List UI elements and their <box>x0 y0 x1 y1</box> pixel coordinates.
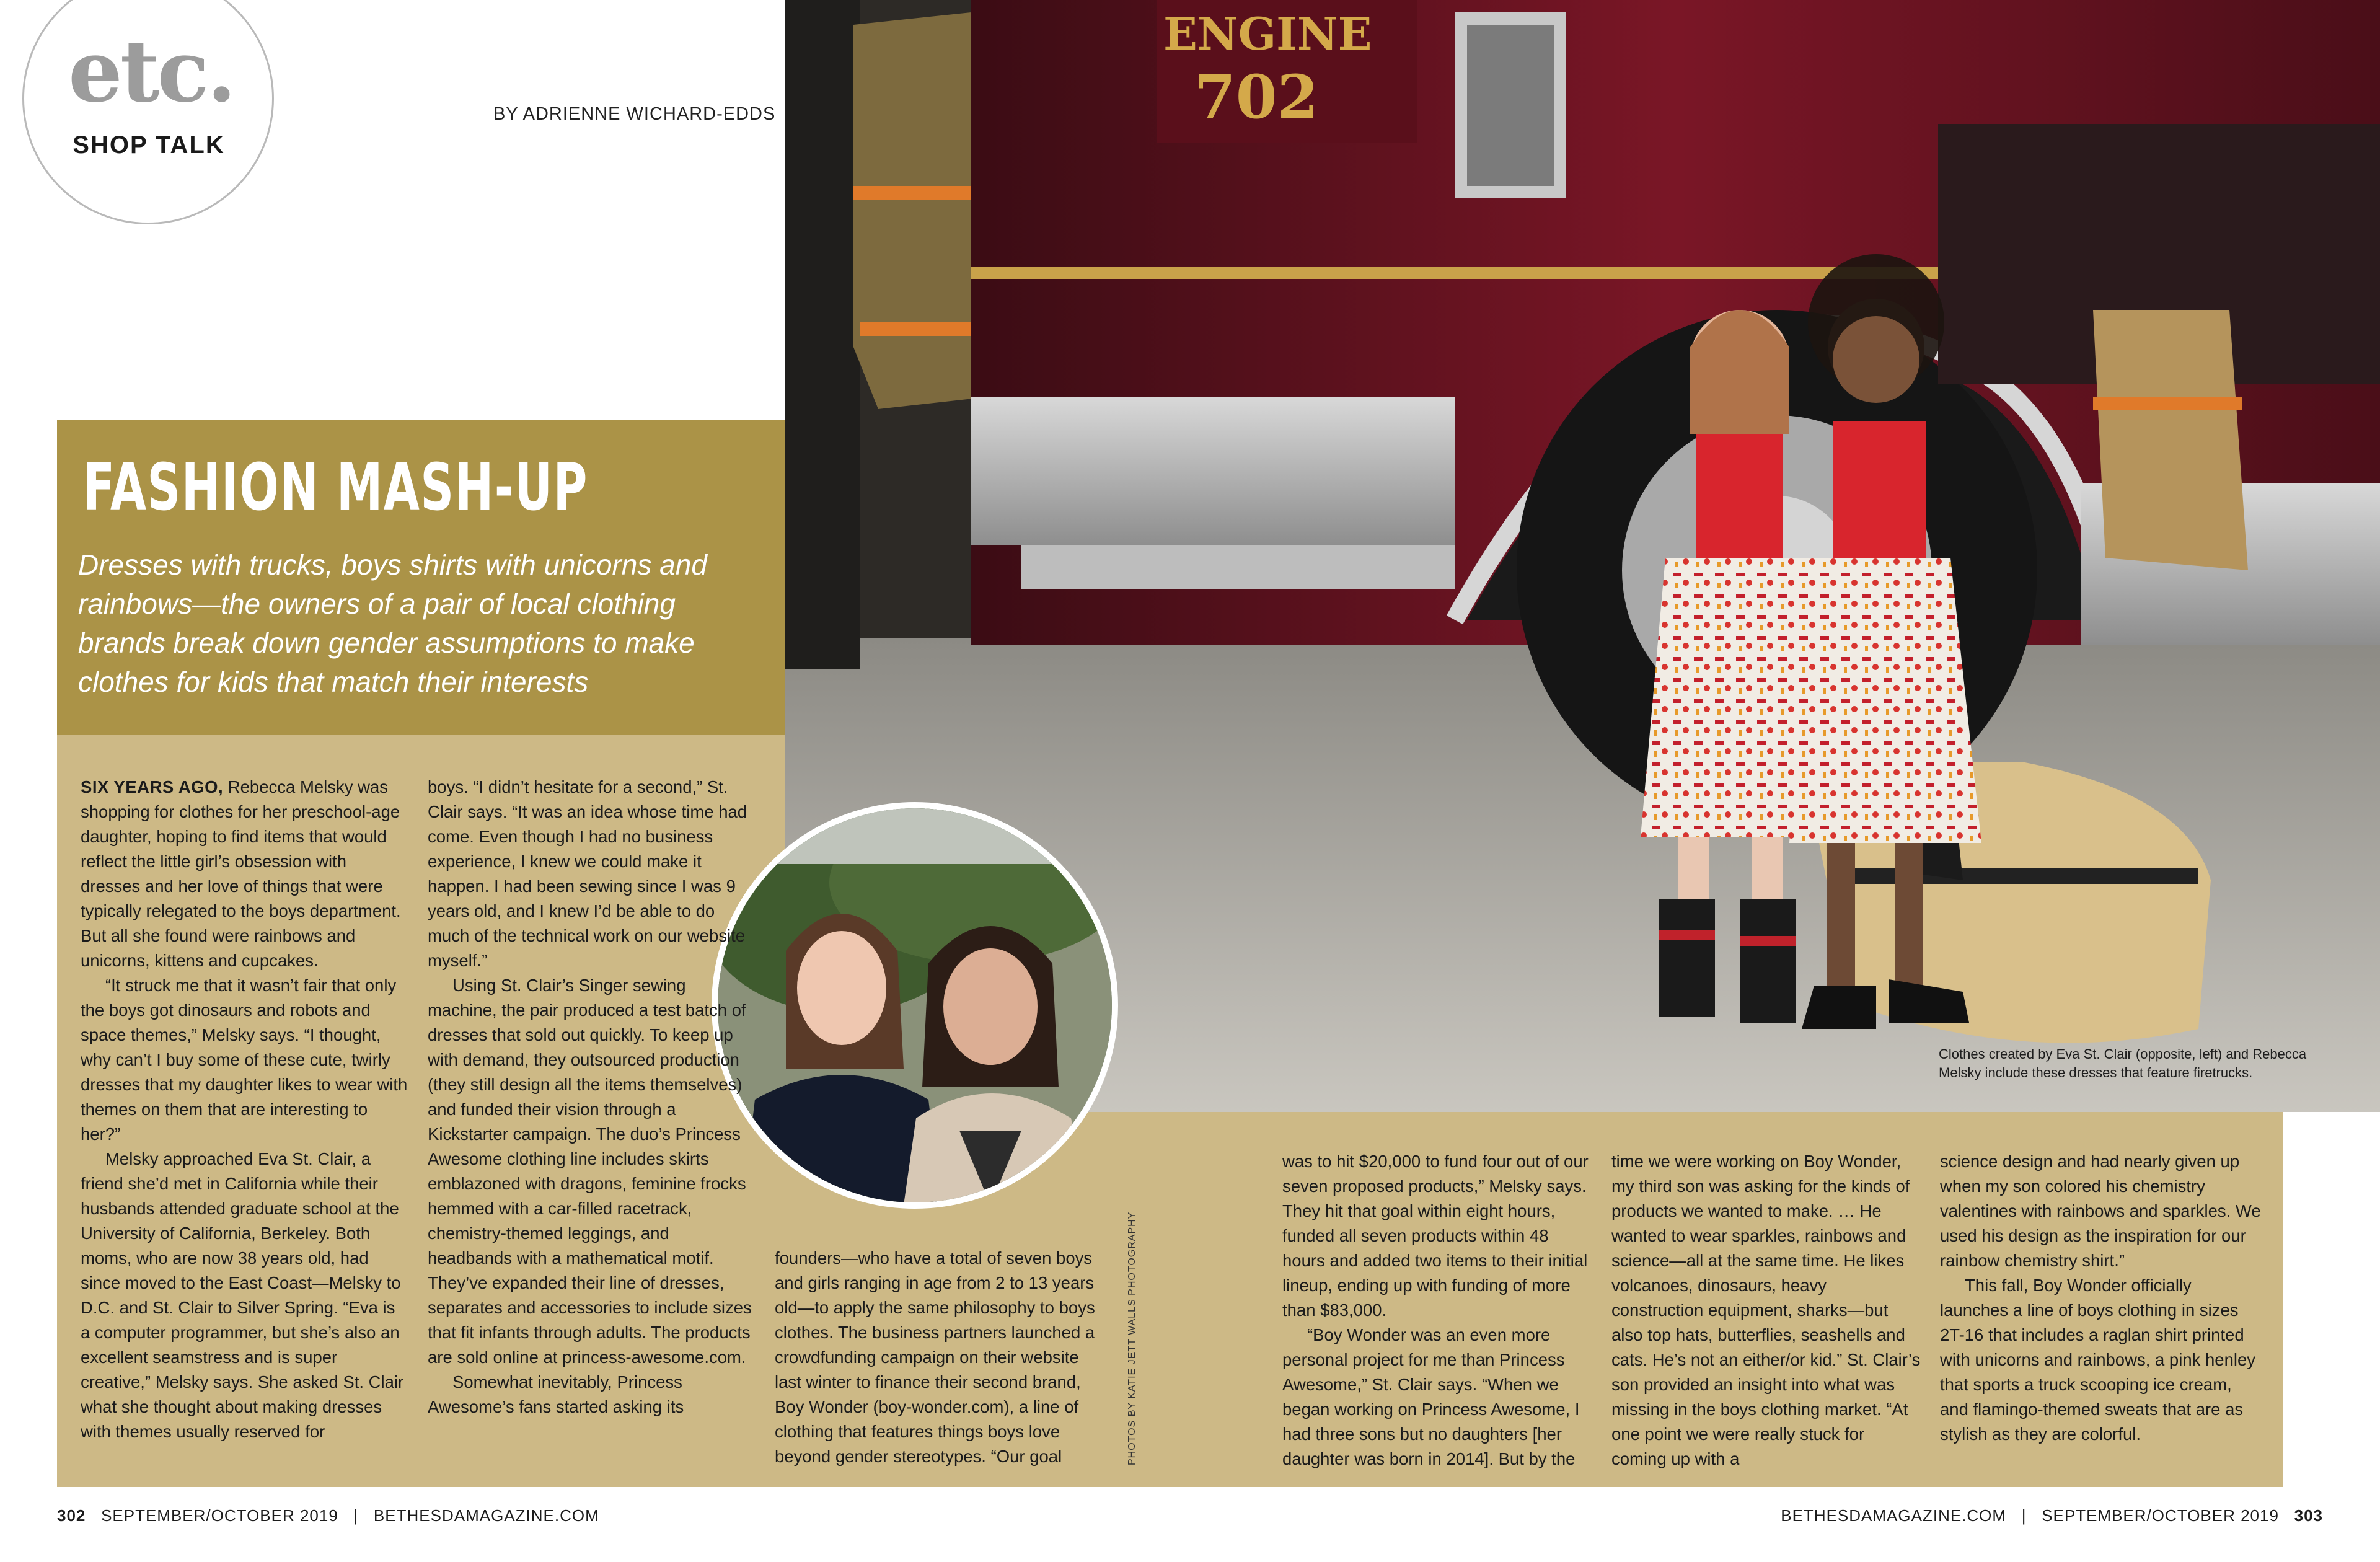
paragraph-text: Rebecca Melsky was shopping for clothes for her preschool-age daughter, hoping to find items that would reflect the little girl’s obsession with dresses and her love of things that were typically relegated to the boys department. But all she found were rainbows and unicorns, kittens and cupcakes. <box>81 777 401 970</box>
paragraph-text: Using St. Clair’s Singer sewing machine, the pair produced a test batch of dresses that sold out quickly. To keep up with demand, they outsourced production (they still design all the items themselves) and funded their vision through a Kickstarter campaign. The duo’s Princess Awesome clothing line includes skirts emblazoned with dragons, feminine frocks hemmed with a car-filled racetrack, chemistry-themed leggings, and headbands with a mathematical motif. They’ve expanded their line of dresses, separates and accessories to include sizes that fit infants through adults. The products are sold online at princess-awesome.com. <box>428 976 752 1367</box>
byline: BY ADRIENNE WICHARD-EDDS <box>493 104 776 124</box>
site-name: BETHESDAMAGAZINE.COM <box>1781 1506 2007 1525</box>
section-name: etc. <box>68 20 234 121</box>
body-column-5 <box>1611 1149 1921 1472</box>
paragraph-text: This fall, Boy Wonder officially launches a line of boys clothing in sizes 2T-16 that includes a raglan shirt printed with unicorns and rainbows, a pink henley that sports a truck scooping ice cream, and flamingo-themed sweats that are as stylish as they are colorful. <box>1940 1276 2256 1444</box>
folio-right <box>1781 1506 2323 1525</box>
founders-portrait <box>712 802 1118 1209</box>
body-column-2 <box>428 775 756 1419</box>
lead-in: SIX YEARS AGO, <box>81 777 224 796</box>
photo-caption: Clothes created by Eva St. Clair (opposite, left) and Rebecca Melsky include these dresses that feature firetrucks. <box>1939 1046 2307 1080</box>
folio-left <box>57 1506 599 1525</box>
body-column-1 <box>81 775 409 1444</box>
page-number: 302 <box>57 1506 86 1525</box>
engine-sign: ENGINE <box>1163 7 1372 60</box>
article-dek: Dresses with trucks, boys shirts with unicorns and rainbows—the owners of a pair of local clothing brands break down gender assumptions to make clothes for kids that match their interests <box>78 549 707 698</box>
body-column-3 <box>775 1246 1103 1469</box>
paragraph-text: founders—who have a total of seven boys and girls ranging in age from 2 to 13 years old—to apply the same philosophy to boys clothes. The business partners launched a crowdfunding campaign on their website last winter to finance their second brand, Boy Wonder (boy-wonder.com), a line of clothing that features things boys love beyond gender stereotypes. “Our goal <box>775 1248 1095 1466</box>
paragraph-text: time we were working on Boy Wonder, my third son was asking for the kinds of products we wanted to make. … He wanted to wear sparkles, rainbows and science—all at the same time. He likes volcanoes, dinosaurs, heavy construction equipment, sharks—but also top hats, butterflies, seashells and cats. He’s not an either/or kid.” St. Clair’s son provided an insight into what was missing in the boys clothing market. “At one point we were really stuck for coming up with a <box>1611 1152 1921 1468</box>
paragraph-text: “It struck me that it wasn’t fair that only the boys got dinosaurs and robots and space themes,” Melsky says. “I thought, why can’t I buy some of these cute, twirly dresses that my daughter likes to wear with themes on them that are interesting to her?” <box>81 976 408 1144</box>
paragraph-text: Somewhat inevitably, Princess Awesome’s fans started asking its <box>428 1372 684 1416</box>
photo-credit: PHOTOS BY KATIE JETT WALLS PHOTOGRAPHY <box>1127 1211 1137 1465</box>
paragraph-text: was to hit $20,000 to fund four out of our seven proposed products,” Melsky says. They hit that goal within eight hours, funded all seven products within 48 hours and added two items to their initial lineup, ending up with funding of more than $83,000. <box>1282 1152 1589 1320</box>
section-subtitle: SHOP TALK <box>73 131 225 159</box>
engine-number: 702 <box>1194 62 1319 132</box>
page-number: 303 <box>2294 1506 2323 1525</box>
paragraph-text: Melsky approached Eva St. Clair, a friend she’d met in California while their husbands attended graduate school at the University of California, Berkeley. Both moms, who are now 38 years old, had since moved to the East Coast—Melsky to D.C. and St. Clair to Silver Spring. “Eva is a computer programmer, but she’s also an excellent seamstress and is super creative,” Melsky says. She asked St. Clair what she thought about making dresses with themes usually reserved for <box>81 1149 404 1441</box>
issue-date: SEPTEMBER/OCTOBER 2019 <box>2042 1506 2279 1525</box>
folio-separator: | <box>353 1506 359 1525</box>
folio-separator: | <box>2021 1506 2027 1525</box>
body-column-6 <box>1940 1149 2262 1447</box>
body-column-4 <box>1282 1149 1592 1472</box>
issue-date: SEPTEMBER/OCTOBER 2019 <box>101 1506 338 1525</box>
paragraph-text: “Boy Wonder was an even more personal project for me than Princess Awesome,” St. Clair says. “When we began working on Princess Awesome, I had three sons but no daughters [her daughter was born in 2014]. But by the <box>1282 1325 1580 1468</box>
article-title: FASHION MASH-UP <box>83 449 588 525</box>
site-name: BETHESDAMAGAZINE.COM <box>373 1506 599 1525</box>
paragraph-text: science design and had nearly given up when my son colored his chemistry valentines with rainbows and sparkles. We used his design as the inspiration for our rainbow chemistry shirt.” <box>1940 1152 2261 1270</box>
paragraph-text: boys. “I didn’t hesitate for a second,” St. Clair says. “It was an idea whose time had come. Even though I had no business experience, I knew we could make it happen. I had been sewing since I was 9 years old, and I knew I’d be able to do much of the technical work on our website myself.” <box>428 777 747 970</box>
